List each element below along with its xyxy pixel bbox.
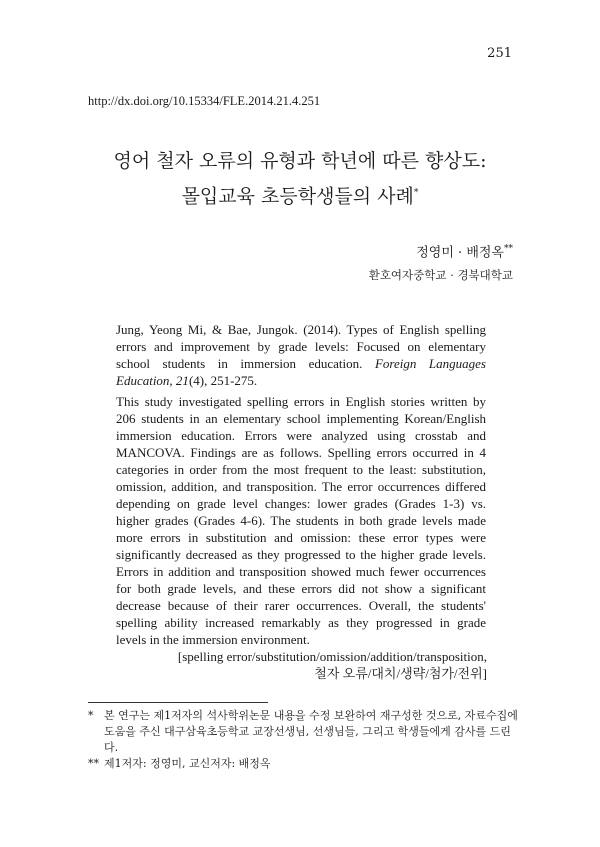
- keywords: [107, 648, 487, 682]
- footnote-1-mark: *: [88, 709, 94, 722]
- title-footnote-mark: *: [413, 188, 419, 198]
- title-line-1: 영어 철자 오류의 유형과 학년에 따른 향상도:: [113, 150, 487, 172]
- footnote-1-text: 본 연구는 제1저자의 석사학위논문 내용을 수정 보완하여 재구성한 것으로, 자료수집에 도움을 주신 대구삼육초등학교 교장선생님, 선생님들, 그리고 학생들에게 감사를 드린다.: [104, 709, 518, 754]
- citation-text: Jung, Yeong Mi, & Bae, Jungok. (2014). Types of English spelling errors and improvement by grade levels: Focused on elementary school students in immersion education.: [116, 322, 486, 371]
- keywords-korean: 철자 오류/대치/생략/첨가/전위]: [314, 666, 487, 681]
- citation-journal: Foreign Languages Education, 21: [116, 356, 486, 388]
- page-number: 251: [487, 46, 512, 61]
- author-block: [369, 238, 513, 286]
- paper-title: [60, 145, 540, 212]
- title-line-2-text: 몰입교육 초등학생들의 사례: [181, 185, 414, 208]
- title-line-2: [60, 177, 540, 212]
- footnote-1: [88, 708, 520, 756]
- footnote-2: [88, 756, 520, 772]
- author-footnote-mark: **: [504, 244, 513, 254]
- footnote-2-text: 제1저자: 정영미, 교신저자: 배정옥: [104, 757, 271, 770]
- author-names: [369, 238, 513, 264]
- footnote-2-mark: **: [88, 757, 99, 770]
- doi-link[interactable]: http://dx.doi.org/10.15334/FLE.2014.21.4.251: [88, 94, 321, 108]
- abstract: This study investigated spelling errors in English stories written by 206 students in an elementary school implementing Korean/English immersion education. Errors were analyzed using crosstab and MANCOVA. Findings are as follows. Spelling errors occurred in 4 categories in order from the most frequent to the least: substitution, omission, addition, and transposition. The error occurrences differed depending on grade level changes: lower grades (Grades 1-3) vs. higher grades (Grades 4-6). The students in both grade levels made more errors in substitution and omission: these error types were significantly decreased as they progressed to the higher grade levels. Errors in addition and transposition showed much fewer occurrences for both grade levels, and these errors did not show a significant decrease because of their rarer occurrences. Overall, the students' spelling ability increased remarkably as they progressed in grade levels in the immersion environment.: [116, 394, 486, 647]
- citation: [116, 321, 486, 389]
- footnotes: [88, 708, 520, 772]
- citation-issue-pages: (4), 251-275.: [188, 373, 258, 388]
- footnote-rule: [88, 702, 268, 703]
- keywords-english: [spelling error/substitution/omission/addition/transposition,: [177, 649, 487, 664]
- author-names-text: 정영미 · 배정옥: [416, 245, 504, 261]
- author-affiliation: 환호여자중학교 · 경북대학교: [368, 268, 513, 283]
